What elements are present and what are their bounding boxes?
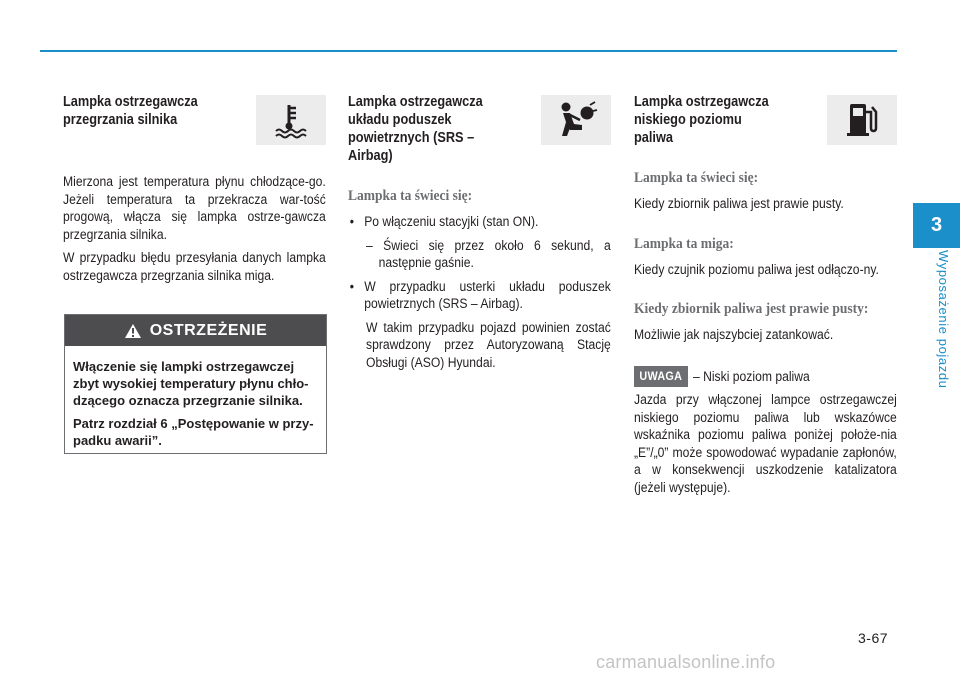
coolant-temperature-icon bbox=[256, 95, 326, 145]
watermark: carmanualsonline.info bbox=[596, 652, 776, 672]
bullet-item bbox=[348, 278, 611, 313]
column-airbag bbox=[348, 93, 611, 377]
section-header bbox=[634, 93, 897, 147]
section-header bbox=[348, 93, 611, 165]
notice-badge: UWAGA bbox=[634, 366, 688, 388]
column-engine-overheat bbox=[63, 93, 326, 290]
paragraph: Mierzona jest temperatura płynu chłodzące-go. Jeżeli temperatura ta przekracza war-tość progową, włącza się lampka ostrze-gawcza przegrzania silnika. bbox=[63, 174, 326, 242]
paragraph: Kiedy czujnik poziomu paliwa jest odłączo-ny. bbox=[634, 261, 879, 277]
section-heading: Lampka ostrzegawcza niskiego poziomu paliwa bbox=[634, 94, 769, 146]
warning-paragraph: Włączenie się lampki ostrzegawczej zbyt wysokiej temperatury płynu chło-dzącego oznacza przegrzanie silnika. bbox=[73, 359, 309, 408]
fuel-pump-icon bbox=[827, 95, 897, 145]
notice-title: – Niski poziom paliwa bbox=[692, 368, 810, 384]
page-number: 3-67 bbox=[858, 630, 889, 646]
warning-header bbox=[65, 315, 326, 346]
bullet-followup: W takim przypadku pojazd powinien zostać sprawdzony przez Autoryzowaną Stację Obsługi (ASO) Hyundai. bbox=[366, 319, 611, 370]
dash-item: – Świeci się przez około 6 sekund, a następnie gaśnie. bbox=[366, 237, 611, 270]
warning-paragraph: Patrz rozdział 6 „Postępowanie w przy-padku awarii”. bbox=[73, 416, 314, 448]
subheading: Lampka ta świeci się: bbox=[634, 170, 759, 186]
warning-triangle-icon bbox=[124, 323, 142, 339]
notice-text: Jazda przy włączonej lampce ostrzegawczej niskiego poziomu paliwa lub wskazówce wskaźnika poziomu paliwa poniżej położe-nia „E”/„0” może spowodować wypadanie zapłonów, a w konsekwencji uszkodzenie katalizatora (jeżeli występuje). bbox=[634, 392, 897, 495]
paragraph: Możliwie jak najszybciej zatankować. bbox=[634, 327, 834, 342]
section-heading: Lampka ostrzegawcza układu poduszek powietrznych (SRS – Airbag) bbox=[348, 94, 483, 164]
bullet-list bbox=[348, 213, 611, 231]
section-heading: Lampka ostrzegawcza przegrzania silnika bbox=[63, 94, 198, 128]
paragraph: W przypadku błędu przesyłania danych lampka ostrzegawcza przegrzania silnika miga. bbox=[63, 250, 326, 283]
section-body bbox=[634, 169, 897, 496]
section-body bbox=[348, 187, 611, 371]
section-header bbox=[63, 93, 326, 145]
subheading: Kiedy zbiornik paliwa jest prawie pusty: bbox=[634, 301, 869, 317]
warning-body bbox=[65, 346, 326, 449]
bullet-text: Po włączeniu stacyjki (stan ON). bbox=[364, 214, 539, 229]
bullet-text: W przypadku usterki układu poduszek powietrznych (SRS – Airbag). bbox=[364, 278, 611, 311]
column-low-fuel bbox=[634, 93, 897, 502]
warning-box bbox=[64, 314, 327, 454]
bullet-item bbox=[348, 213, 611, 231]
warning-title: OSTRZEŻENIE bbox=[149, 321, 268, 339]
chapter-tab bbox=[913, 203, 960, 248]
subheading: Lampka ta miga: bbox=[634, 235, 734, 252]
chapter-title: Wyposażenie pojazdu bbox=[936, 250, 951, 389]
top-rule bbox=[40, 50, 897, 52]
airbag-icon bbox=[541, 95, 611, 145]
notice-header bbox=[634, 366, 897, 388]
bullet-list bbox=[348, 278, 611, 313]
paragraph: Kiedy zbiornik paliwa jest prawie pusty. bbox=[634, 196, 844, 211]
chapter-number: 3 bbox=[930, 214, 943, 236]
subheading: Lampka ta świeci się: bbox=[348, 188, 473, 204]
section-body bbox=[63, 173, 326, 284]
